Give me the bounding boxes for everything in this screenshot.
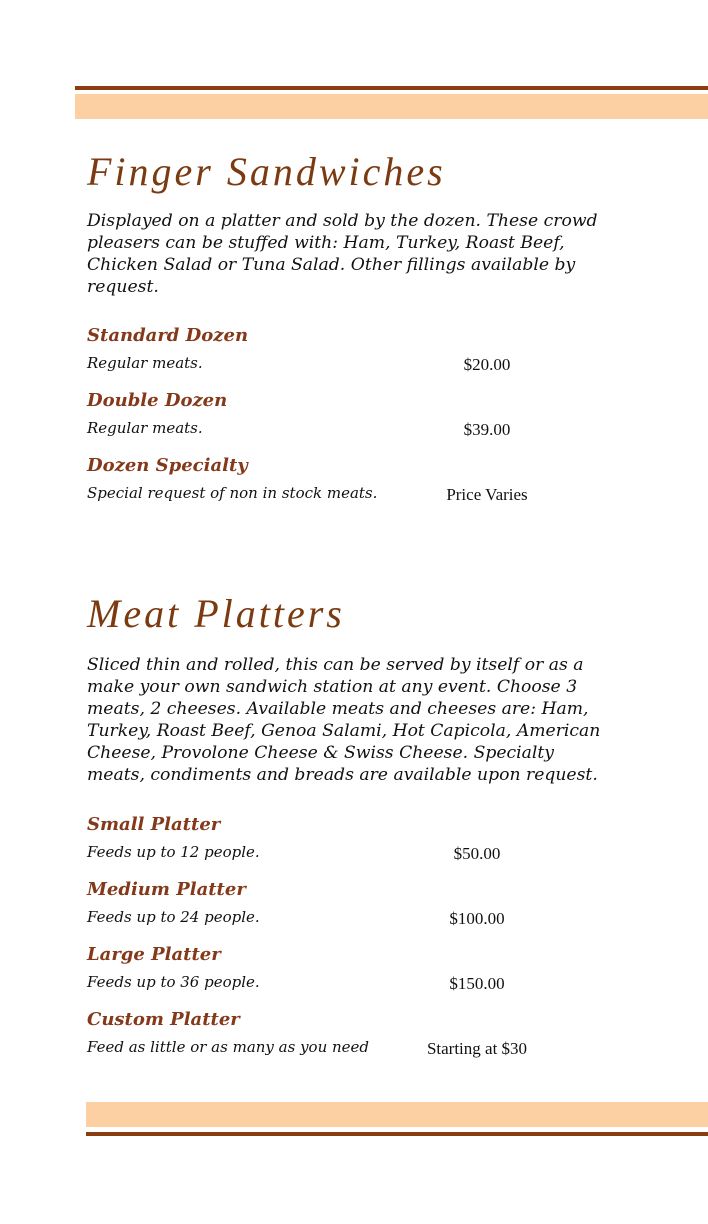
menu-item	[87, 878, 607, 943]
section-title: Meat Platters	[87, 591, 345, 636]
menu-item	[87, 454, 607, 519]
menu-item	[87, 943, 607, 1008]
menu-item	[87, 389, 607, 454]
item-description: Regular meats.	[87, 419, 203, 437]
menu-item-list	[87, 324, 607, 519]
top-divider-band	[75, 94, 708, 119]
item-description: Feeds up to 24 people.	[87, 908, 260, 926]
item-price: $39.00	[463, 420, 511, 439]
finger-sandwiches-section	[87, 148, 607, 519]
item-price: Price Varies	[446, 485, 528, 504]
menu-item	[87, 1008, 607, 1073]
item-description: Special request of non in stock meats.	[87, 484, 378, 502]
section-description: Displayed on a platter and sold by the dozen. These crowd pleasers can be stuffed with: Ham, Turkey, Roast Beef, Chicken Salad or Tuna Salad. Other fillings available by request.	[87, 211, 598, 297]
item-name: Medium Platter	[87, 879, 246, 900]
item-name: Large Platter	[87, 944, 221, 965]
item-description: Feeds up to 12 people.	[87, 843, 260, 861]
item-price: $50.00	[453, 844, 501, 863]
item-name: Custom Platter	[87, 1009, 240, 1030]
item-price: $20.00	[463, 355, 511, 374]
bottom-divider-line	[86, 1132, 708, 1136]
item-price: $100.00	[449, 909, 505, 928]
top-divider-line	[75, 86, 708, 90]
item-description: Regular meats.	[87, 354, 203, 372]
section-title: Finger Sandwiches	[87, 149, 446, 194]
item-name: Standard Dozen	[87, 325, 249, 346]
item-name: Double Dozen	[87, 390, 228, 411]
menu-item-list	[87, 813, 607, 1073]
item-name: Small Platter	[87, 814, 221, 835]
bottom-divider-band	[86, 1102, 708, 1127]
item-price: $150.00	[449, 974, 505, 993]
item-description: Feeds up to 36 people.	[87, 973, 260, 991]
item-name: Dozen Specialty	[87, 455, 248, 476]
menu-item	[87, 813, 607, 878]
item-price: Starting at $30	[426, 1039, 528, 1058]
menu-item	[87, 324, 607, 389]
meat-platters-section	[87, 590, 607, 1073]
section-description: Sliced thin and rolled, this can be served by itself or as a make your own sandwich station at any event. Choose 3 meats, 2 cheeses. Available meats and cheeses are: Ham, Turkey, Roast Beef, Genoa Salami, Hot Capicola, American Cheese, Provolone Cheese & Swiss Cheese. Specialty meats, condiments and breads are available upon request.	[87, 655, 601, 785]
item-description: Feed as little or as many as you need	[87, 1038, 370, 1056]
